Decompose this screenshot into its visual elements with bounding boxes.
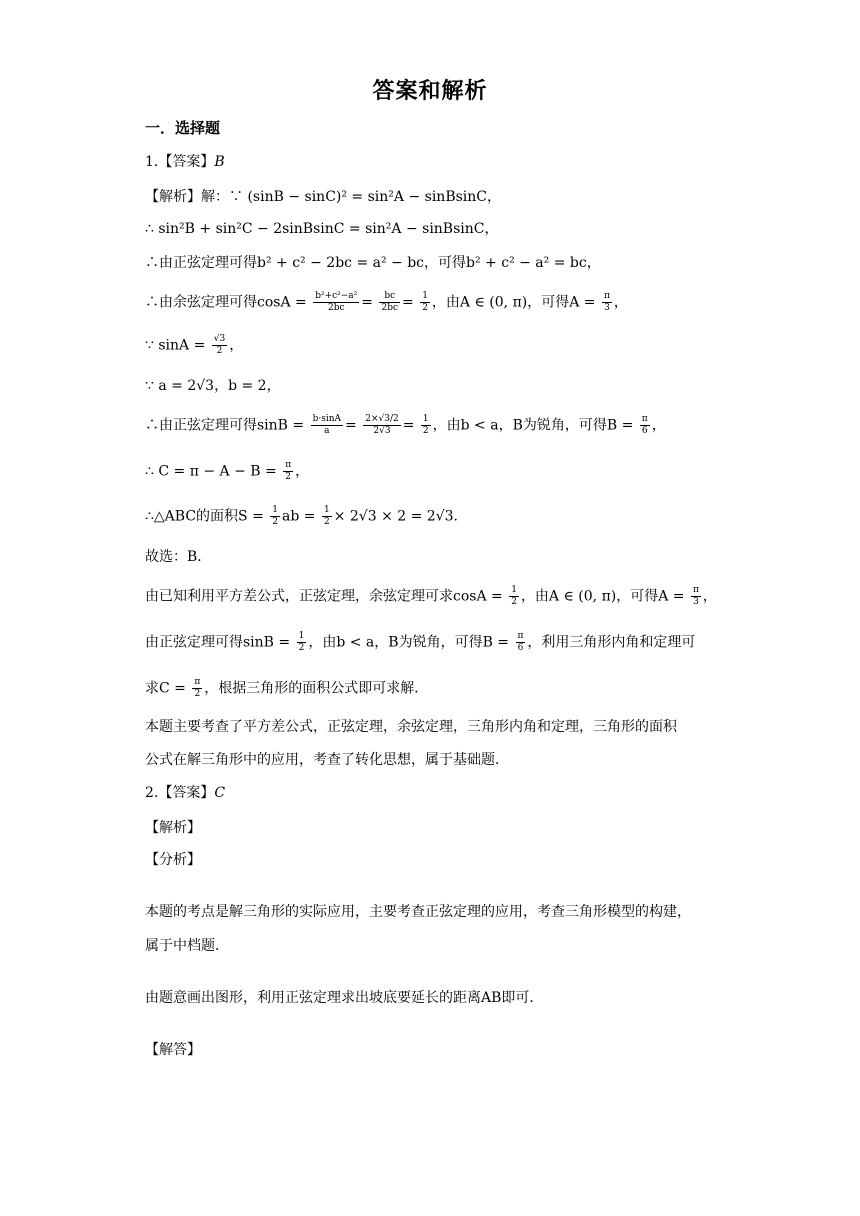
q1-answer: 1.【答案】B [145, 154, 225, 170]
fraction: $\frac{1}{2}$ [422, 291, 428, 313]
q2-fenxi-line-1: 本题的考点是解三角形的实际应用，主要考查正弦定理的应用，考查三角形模型的构建， [145, 904, 691, 920]
fraction: $\frac{1}{2}$ [298, 631, 305, 653]
fraction: $\frac{b\cdot\sin A}{a}$ [312, 414, 342, 436]
fraction: $\frac{2\times√3/2}{2√3}$ [365, 414, 399, 436]
q2-solution-label: 【解答】 [145, 1042, 201, 1058]
q2-fenxi-label: 【分析】 [145, 852, 201, 868]
fraction: $\frac{\pi}{3}$ [603, 291, 610, 313]
q1-summary-line-3: 求C = $\frac{\pi}{2}$ ，根据三角形的面积公式即可求解． [145, 677, 429, 699]
q1-analysis-line-6: ∵ a = 2√3，b = 2， [145, 378, 281, 394]
section-heading: 一．选择题 [145, 119, 221, 137]
fraction: $\frac{bc}{2bc}$ [381, 291, 398, 313]
q1-comment-line-1: 本题主要考查了平方差公式，正弦定理，余弦定理，三角形内角和定理，三角形的面积 [145, 719, 677, 735]
q2-fenxi-line-3: 由题意画出图形，利用正弦定理求出坡底要延长的距离AB即可． [145, 990, 544, 1006]
q2-fenxi-line-2: 属于中档题． [145, 938, 229, 954]
fraction: $\frac{1}{2}$ [511, 585, 517, 607]
fraction: $\frac{\pi}{3}$ [693, 585, 699, 607]
q2-analysis-label: 【解析】 [145, 820, 201, 836]
fraction: $\frac{\pi}{2}$ [194, 677, 201, 699]
fraction: $\frac{1}{2}$ [422, 414, 429, 436]
q1-analysis-line-2: ∴ sin²B + sin²C − 2sinBsinC = sin²A − sinBsinC， [145, 221, 499, 237]
fraction: $\frac{\pi}{6}$ [641, 414, 648, 436]
q1-analysis-line-7: ∴由正弦定理可得sinB = $\frac{b\cdot\sin A}{a}$ = $\frac{2\times√3/2}{2√3}$ = $\frac{1}{2}$ ，由b < a，B为锐角，可得B = $\frac{\pi}{6}$ ， [145, 414, 666, 436]
q1-analysis-line-8: ∴ C = π − A − B = $\frac{\pi}{2}$ ， [145, 460, 310, 482]
fraction: $\frac{√3}{2}$ [213, 334, 226, 356]
fraction: $\frac{1}{2}$ [272, 505, 279, 527]
q1-conclusion: 故选：B． [145, 549, 212, 565]
fraction: $\frac{\pi}{2}$ [285, 460, 292, 482]
fraction: $\frac{\pi}{6}$ [517, 631, 524, 653]
q1-summary-line-1: 由已知利用平方差公式，正弦定理，余弦定理可求cosA = $\frac{1}{2}$ ，由A ∈ (0, π)，可得A = $\frac{\pi}{3}$ ， [145, 585, 717, 607]
q1-analysis-line-3: ∴由正弦定理可得b² + c² − 2bc = a² − bc，可得b² + c² − a² = bc， [145, 255, 601, 271]
q1-analysis-line-1: 【解析】解：∵ (sinB − sinC)² = sin²A − sinBsinC， [145, 189, 501, 205]
fraction: $\frac{\text{b²+c²−a²}}{2bc}$ [315, 291, 358, 313]
q1-summary-line-2: 由正弦定理可得sinB = $\frac{1}{2}$ ，由b < a，B为锐角，可得B = $\frac{\pi}{6}$ ，利用三角形内角和定理可 [145, 631, 696, 653]
q2-answer: 2.【答案】C [145, 785, 226, 801]
q1-analysis-line-5: ∵ sinA = $\frac{√3}{2}$ ， [145, 334, 244, 356]
fraction: $\frac{1}{2}$ [323, 505, 330, 527]
q1-analysis-line-9: ∴△ABC的面积S = $\frac{1}{2}$ ab = $\frac{1}{2}$ × 2√3 × 2 = 2√3． [145, 505, 468, 527]
q1-analysis-line-4: ∴由余弦定理可得cosA = $\frac{\text{b²+c²−a²}}{2bc}$ = $\frac{bc}{2bc}$ = $\frac{1}{2}$ ，由A ∈ (0, π)，可得A = $\frac{\pi}{3}$ ， [145, 291, 628, 313]
q1-comment-line-2: 公式在解三角形中的应用，考查了转化思想，属于基础题． [145, 752, 509, 768]
page-title: 答案和解析 [372, 79, 488, 104]
